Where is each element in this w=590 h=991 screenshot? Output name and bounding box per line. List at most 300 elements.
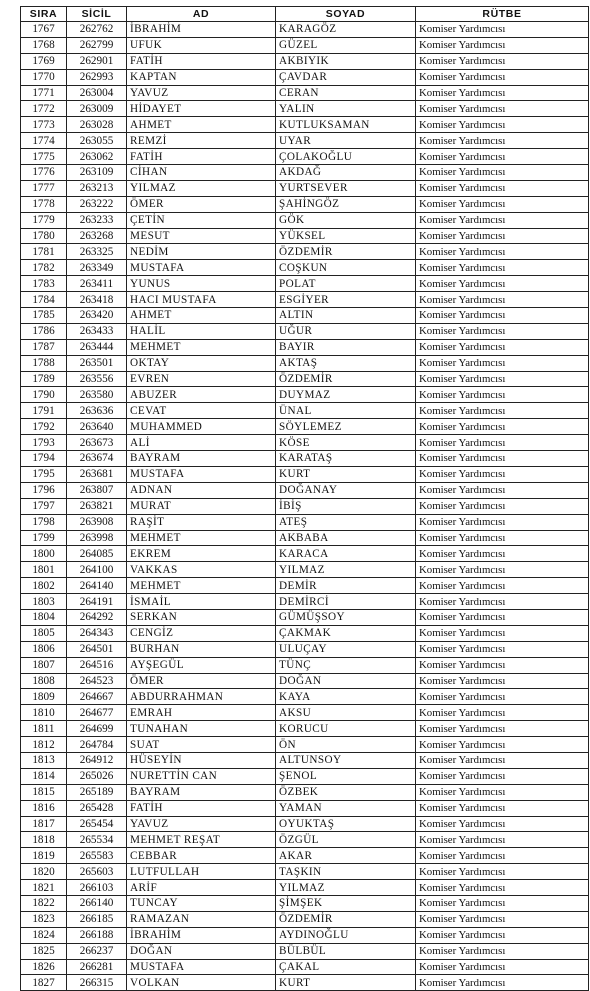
cell-sira: 1826 (21, 959, 67, 975)
cell-ad: YILMAZ (127, 180, 276, 196)
cell-sicil: 263213 (67, 180, 127, 196)
cell-sicil: 263109 (67, 165, 127, 181)
cell-ad: MEHMET REŞAT (127, 832, 276, 848)
table-row (21, 228, 589, 244)
cell-soyad: AKTAŞ (276, 355, 416, 371)
cell-sicil: 263009 (67, 101, 127, 117)
cell-soyad: ÖZDEMİR (276, 911, 416, 927)
cell-soyad: ÖZDEMİR (276, 371, 416, 387)
cell-ad: ARİF (127, 880, 276, 896)
cell-soyad: ALTUNSOY (276, 752, 416, 768)
cell-soyad: KURT (276, 975, 416, 991)
cell-rutbe: Komiser Yardımcısı (416, 466, 589, 482)
table-row (21, 737, 589, 753)
cell-rutbe: Komiser Yardımcısı (416, 848, 589, 864)
cell-sicil: 263673 (67, 435, 127, 451)
cell-sira: 1777 (21, 180, 67, 196)
table-row (21, 22, 589, 38)
cell-sira: 1815 (21, 784, 67, 800)
cell-sira: 1809 (21, 689, 67, 705)
cell-ad: CENGİZ (127, 625, 276, 641)
cell-rutbe: Komiser Yardımcısı (416, 323, 589, 339)
cell-rutbe: Komiser Yardımcısı (416, 22, 589, 38)
table-row (21, 308, 589, 324)
cell-sicil: 263325 (67, 244, 127, 260)
cell-ad: SUAT (127, 737, 276, 753)
cell-soyad: ULUÇAY (276, 641, 416, 657)
cell-sicil: 264140 (67, 578, 127, 594)
table-row (21, 355, 589, 371)
cell-sicil: 266103 (67, 880, 127, 896)
table-row (21, 625, 589, 641)
table-row (21, 69, 589, 85)
cell-ad: İBRAHİM (127, 927, 276, 943)
cell-soyad: KAYA (276, 689, 416, 705)
cell-sira: 1806 (21, 641, 67, 657)
header-sira: SIRA (21, 7, 67, 22)
cell-ad: KAPTAN (127, 69, 276, 85)
cell-soyad: TAŞKIN (276, 864, 416, 880)
cell-sira: 1790 (21, 387, 67, 403)
cell-sira: 1786 (21, 323, 67, 339)
table-row (21, 594, 589, 610)
cell-rutbe: Komiser Yardımcısı (416, 705, 589, 721)
cell-soyad: AKDAĞ (276, 165, 416, 181)
cell-rutbe: Komiser Yardımcısı (416, 832, 589, 848)
cell-sicil: 266315 (67, 975, 127, 991)
cell-ad: YAVUZ (127, 85, 276, 101)
cell-sira: 1819 (21, 848, 67, 864)
header-ad: AD (127, 7, 276, 22)
cell-rutbe: Komiser Yardımcısı (416, 292, 589, 308)
cell-sira: 1796 (21, 482, 67, 498)
cell-soyad: ATEŞ (276, 514, 416, 530)
cell-sira: 1812 (21, 737, 67, 753)
cell-sira: 1814 (21, 768, 67, 784)
table-header-row (21, 7, 589, 22)
cell-sira: 1780 (21, 228, 67, 244)
cell-soyad: DOĞAN (276, 673, 416, 689)
cell-rutbe: Komiser Yardımcısı (416, 880, 589, 896)
cell-sira: 1807 (21, 657, 67, 673)
cell-sicil: 265026 (67, 768, 127, 784)
cell-sicil: 263433 (67, 323, 127, 339)
cell-sicil: 264912 (67, 752, 127, 768)
cell-rutbe: Komiser Yardımcısı (416, 85, 589, 101)
cell-sicil: 263418 (67, 292, 127, 308)
cell-sicil: 264501 (67, 641, 127, 657)
header-sicil: SİCİL (67, 7, 127, 22)
table-row (21, 784, 589, 800)
table-row (21, 85, 589, 101)
table-row (21, 911, 589, 927)
cell-sicil: 263674 (67, 451, 127, 467)
cell-sira: 1820 (21, 864, 67, 880)
cell-soyad: DEMİR (276, 578, 416, 594)
cell-sira: 1789 (21, 371, 67, 387)
cell-soyad: YALIN (276, 101, 416, 117)
cell-rutbe: Komiser Yardımcısı (416, 498, 589, 514)
cell-sira: 1776 (21, 165, 67, 181)
cell-sicil: 263580 (67, 387, 127, 403)
cell-sira: 1798 (21, 514, 67, 530)
cell-soyad: ŞAHİNGÖZ (276, 196, 416, 212)
cell-ad: MUSTAFA (127, 959, 276, 975)
cell-ad: REMZİ (127, 133, 276, 149)
personnel-list (20, 6, 588, 991)
cell-rutbe: Komiser Yardımcısı (416, 260, 589, 276)
cell-soyad: ÇOLAKOĞLU (276, 149, 416, 165)
cell-sicil: 264516 (67, 657, 127, 673)
cell-sira: 1824 (21, 927, 67, 943)
cell-rutbe: Komiser Yardımcısı (416, 482, 589, 498)
cell-ad: EVREN (127, 371, 276, 387)
table-row (21, 387, 589, 403)
cell-sicil: 264100 (67, 562, 127, 578)
cell-ad: YUNUS (127, 276, 276, 292)
cell-soyad: KÖSE (276, 435, 416, 451)
table-row (21, 212, 589, 228)
table-row (21, 816, 589, 832)
cell-sira: 1787 (21, 339, 67, 355)
cell-ad: CEBBAR (127, 848, 276, 864)
table-row (21, 530, 589, 546)
table-row (21, 196, 589, 212)
cell-ad: OKTAY (127, 355, 276, 371)
cell-sira: 1769 (21, 53, 67, 69)
table-row (21, 482, 589, 498)
table-row (21, 864, 589, 880)
cell-sicil: 263807 (67, 482, 127, 498)
cell-sira: 1797 (21, 498, 67, 514)
cell-soyad: GÜMÜŞSOY (276, 609, 416, 625)
cell-ad: MEHMET (127, 530, 276, 546)
cell-sira: 1775 (21, 149, 67, 165)
cell-sicil: 263636 (67, 403, 127, 419)
cell-ad: ÇETİN (127, 212, 276, 228)
cell-rutbe: Komiser Yardımcısı (416, 530, 589, 546)
cell-sira: 1821 (21, 880, 67, 896)
cell-rutbe: Komiser Yardımcısı (416, 339, 589, 355)
cell-rutbe: Komiser Yardımcısı (416, 959, 589, 975)
cell-sicil: 266188 (67, 927, 127, 943)
cell-sira: 1770 (21, 69, 67, 85)
cell-sira: 1768 (21, 37, 67, 53)
cell-ad: AYŞEGÜL (127, 657, 276, 673)
cell-rutbe: Komiser Yardımcısı (416, 228, 589, 244)
cell-rutbe: Komiser Yardımcısı (416, 737, 589, 753)
cell-sicil: 266140 (67, 895, 127, 911)
cell-ad: SERKAN (127, 609, 276, 625)
cell-rutbe: Komiser Yardımcısı (416, 451, 589, 467)
cell-sira: 1772 (21, 101, 67, 117)
cell-soyad: KARATAŞ (276, 451, 416, 467)
cell-soyad: BAYIR (276, 339, 416, 355)
cell-sira: 1825 (21, 943, 67, 959)
table-row (21, 673, 589, 689)
table-row (21, 419, 589, 435)
cell-ad: BAYRAM (127, 451, 276, 467)
cell-ad: ALİ (127, 435, 276, 451)
cell-rutbe: Komiser Yardımcısı (416, 943, 589, 959)
cell-soyad: AYDINOĞLU (276, 927, 416, 943)
cell-ad: ÖMER (127, 196, 276, 212)
cell-sira: 1800 (21, 546, 67, 562)
cell-sicil: 263004 (67, 85, 127, 101)
cell-ad: VAKKAS (127, 562, 276, 578)
table-row (21, 752, 589, 768)
cell-ad: HALİL (127, 323, 276, 339)
cell-ad: MESUT (127, 228, 276, 244)
cell-sicil: 264085 (67, 546, 127, 562)
cell-sira: 1823 (21, 911, 67, 927)
cell-rutbe: Komiser Yardımcısı (416, 371, 589, 387)
cell-sicil: 264699 (67, 721, 127, 737)
table-row (21, 975, 589, 991)
cell-ad: LUTFULLAH (127, 864, 276, 880)
cell-sicil: 263028 (67, 117, 127, 133)
cell-sira: 1817 (21, 816, 67, 832)
cell-rutbe: Komiser Yardımcısı (416, 133, 589, 149)
cell-ad: TUNCAY (127, 895, 276, 911)
cell-soyad: ÖZGÜL (276, 832, 416, 848)
cell-ad: ÖMER (127, 673, 276, 689)
cell-soyad: GÜZEL (276, 37, 416, 53)
cell-ad: MUSTAFA (127, 466, 276, 482)
cell-rutbe: Komiser Yardımcısı (416, 657, 589, 673)
cell-sicil: 263501 (67, 355, 127, 371)
cell-sira: 1784 (21, 292, 67, 308)
cell-soyad: ÜNAL (276, 403, 416, 419)
cell-rutbe: Komiser Yardımcısı (416, 594, 589, 610)
cell-sicil: 265454 (67, 816, 127, 832)
cell-sira: 1795 (21, 466, 67, 482)
table-row (21, 880, 589, 896)
cell-rutbe: Komiser Yardımcısı (416, 641, 589, 657)
cell-rutbe: Komiser Yardımcısı (416, 308, 589, 324)
cell-ad: RAMAZAN (127, 911, 276, 927)
cell-sira: 1827 (21, 975, 67, 991)
cell-sira: 1801 (21, 562, 67, 578)
table-row (21, 117, 589, 133)
cell-soyad: YAMAN (276, 800, 416, 816)
table-row (21, 451, 589, 467)
cell-sira: 1794 (21, 451, 67, 467)
table-row (21, 180, 589, 196)
cell-soyad: AKBIYIK (276, 53, 416, 69)
table-row (21, 371, 589, 387)
cell-sicil: 265189 (67, 784, 127, 800)
cell-sicil: 262901 (67, 53, 127, 69)
table-row (21, 165, 589, 181)
cell-rutbe: Komiser Yardımcısı (416, 37, 589, 53)
cell-soyad: YURTSEVER (276, 180, 416, 196)
cell-ad: HACI MUSTAFA (127, 292, 276, 308)
cell-rutbe: Komiser Yardımcısı (416, 355, 589, 371)
cell-soyad: ÇAKAL (276, 959, 416, 975)
table-row (21, 848, 589, 864)
table-row (21, 339, 589, 355)
cell-ad: CEVAT (127, 403, 276, 419)
cell-ad: ABDURRAHMAN (127, 689, 276, 705)
personnel-table (20, 6, 589, 991)
cell-sicil: 264292 (67, 609, 127, 625)
cell-sira: 1813 (21, 752, 67, 768)
cell-sicil: 263055 (67, 133, 127, 149)
cell-ad: MURAT (127, 498, 276, 514)
table-row (21, 244, 589, 260)
cell-rutbe: Komiser Yardımcısı (416, 816, 589, 832)
cell-ad: MEHMET (127, 578, 276, 594)
cell-sira: 1803 (21, 594, 67, 610)
table-row (21, 689, 589, 705)
cell-soyad: KARACA (276, 546, 416, 562)
cell-sira: 1779 (21, 212, 67, 228)
cell-sicil: 264667 (67, 689, 127, 705)
cell-ad: AHMET (127, 117, 276, 133)
cell-soyad: BÜLBÜL (276, 943, 416, 959)
table-row (21, 435, 589, 451)
cell-sicil: 263821 (67, 498, 127, 514)
cell-sira: 1767 (21, 22, 67, 38)
cell-soyad: KURT (276, 466, 416, 482)
header-rutbe: RÜTBE (416, 7, 589, 22)
cell-sira: 1782 (21, 260, 67, 276)
cell-sicil: 265583 (67, 848, 127, 864)
cell-ad: FATİH (127, 53, 276, 69)
cell-rutbe: Komiser Yardımcısı (416, 800, 589, 816)
cell-ad: NURETTİN CAN (127, 768, 276, 784)
cell-soyad: ŞİMŞEK (276, 895, 416, 911)
cell-rutbe: Komiser Yardımcısı (416, 546, 589, 562)
cell-ad: FATİH (127, 149, 276, 165)
table-row (21, 768, 589, 784)
cell-rutbe: Komiser Yardımcısı (416, 244, 589, 260)
table-row (21, 260, 589, 276)
cell-sicil: 263998 (67, 530, 127, 546)
cell-sicil: 263268 (67, 228, 127, 244)
cell-sicil: 262762 (67, 22, 127, 38)
cell-ad: UFUK (127, 37, 276, 53)
table-row (21, 133, 589, 149)
cell-ad: İSMAİL (127, 594, 276, 610)
table-row (21, 721, 589, 737)
cell-sicil: 263222 (67, 196, 127, 212)
cell-sira: 1783 (21, 276, 67, 292)
table-row (21, 466, 589, 482)
cell-soyad: CERAN (276, 85, 416, 101)
table-row (21, 609, 589, 625)
cell-rutbe: Komiser Yardımcısı (416, 768, 589, 784)
cell-sira: 1774 (21, 133, 67, 149)
cell-rutbe: Komiser Yardımcısı (416, 689, 589, 705)
cell-sicil: 263640 (67, 419, 127, 435)
table-row (21, 323, 589, 339)
cell-ad: BAYRAM (127, 784, 276, 800)
cell-sicil: 263444 (67, 339, 127, 355)
cell-sicil: 263233 (67, 212, 127, 228)
cell-ad: AHMET (127, 308, 276, 324)
cell-soyad: DOĞANAY (276, 482, 416, 498)
cell-soyad: COŞKUN (276, 260, 416, 276)
cell-ad: RAŞİT (127, 514, 276, 530)
header-soyad: SOYAD (276, 7, 416, 22)
cell-sicil: 262799 (67, 37, 127, 53)
cell-sira: 1810 (21, 705, 67, 721)
cell-soyad: YILMAZ (276, 562, 416, 578)
cell-sira: 1773 (21, 117, 67, 133)
cell-sicil: 262993 (67, 69, 127, 85)
table-row (21, 276, 589, 292)
table-row (21, 53, 589, 69)
cell-ad: İBRAHİM (127, 22, 276, 38)
cell-ad: HİDAYET (127, 101, 276, 117)
cell-rutbe: Komiser Yardımcısı (416, 165, 589, 181)
cell-rutbe: Komiser Yardımcısı (416, 435, 589, 451)
cell-sira: 1785 (21, 308, 67, 324)
cell-ad: ABUZER (127, 387, 276, 403)
cell-rutbe: Komiser Yardımcısı (416, 864, 589, 880)
cell-sira: 1799 (21, 530, 67, 546)
cell-sira: 1811 (21, 721, 67, 737)
cell-rutbe: Komiser Yardımcısı (416, 403, 589, 419)
cell-sicil: 265534 (67, 832, 127, 848)
cell-ad: ADNAN (127, 482, 276, 498)
cell-soyad: GÖK (276, 212, 416, 228)
cell-rutbe: Komiser Yardımcısı (416, 911, 589, 927)
table-body (21, 22, 589, 991)
cell-sicil: 263420 (67, 308, 127, 324)
cell-rutbe: Komiser Yardımcısı (416, 895, 589, 911)
cell-sicil: 263062 (67, 149, 127, 165)
table-row (21, 37, 589, 53)
cell-rutbe: Komiser Yardımcısı (416, 927, 589, 943)
cell-soyad: YÜKSEL (276, 228, 416, 244)
cell-sira: 1818 (21, 832, 67, 848)
cell-soyad: ÖZDEMİR (276, 244, 416, 260)
cell-sira: 1822 (21, 895, 67, 911)
cell-soyad: ESGİYER (276, 292, 416, 308)
cell-soyad: DUYMAZ (276, 387, 416, 403)
cell-sira: 1793 (21, 435, 67, 451)
cell-soyad: UĞUR (276, 323, 416, 339)
cell-sicil: 263556 (67, 371, 127, 387)
cell-sira: 1781 (21, 244, 67, 260)
cell-soyad: ÖZBEK (276, 784, 416, 800)
cell-rutbe: Komiser Yardımcısı (416, 117, 589, 133)
cell-soyad: ALTIN (276, 308, 416, 324)
table-row (21, 546, 589, 562)
cell-sicil: 266281 (67, 959, 127, 975)
table-row (21, 641, 589, 657)
cell-rutbe: Komiser Yardımcısı (416, 625, 589, 641)
table-row (21, 657, 589, 673)
cell-sira: 1791 (21, 403, 67, 419)
cell-sira: 1802 (21, 578, 67, 594)
cell-soyad: ÇAKMAK (276, 625, 416, 641)
cell-ad: MEHMET (127, 339, 276, 355)
cell-soyad: SÖYLEMEZ (276, 419, 416, 435)
cell-soyad: POLAT (276, 276, 416, 292)
cell-ad: TUNAHAN (127, 721, 276, 737)
cell-ad: FATİH (127, 800, 276, 816)
cell-sira: 1788 (21, 355, 67, 371)
cell-ad: BURHAN (127, 641, 276, 657)
cell-soyad: AKBABA (276, 530, 416, 546)
cell-sira: 1792 (21, 419, 67, 435)
cell-sicil: 264343 (67, 625, 127, 641)
cell-soyad: ÖN (276, 737, 416, 753)
